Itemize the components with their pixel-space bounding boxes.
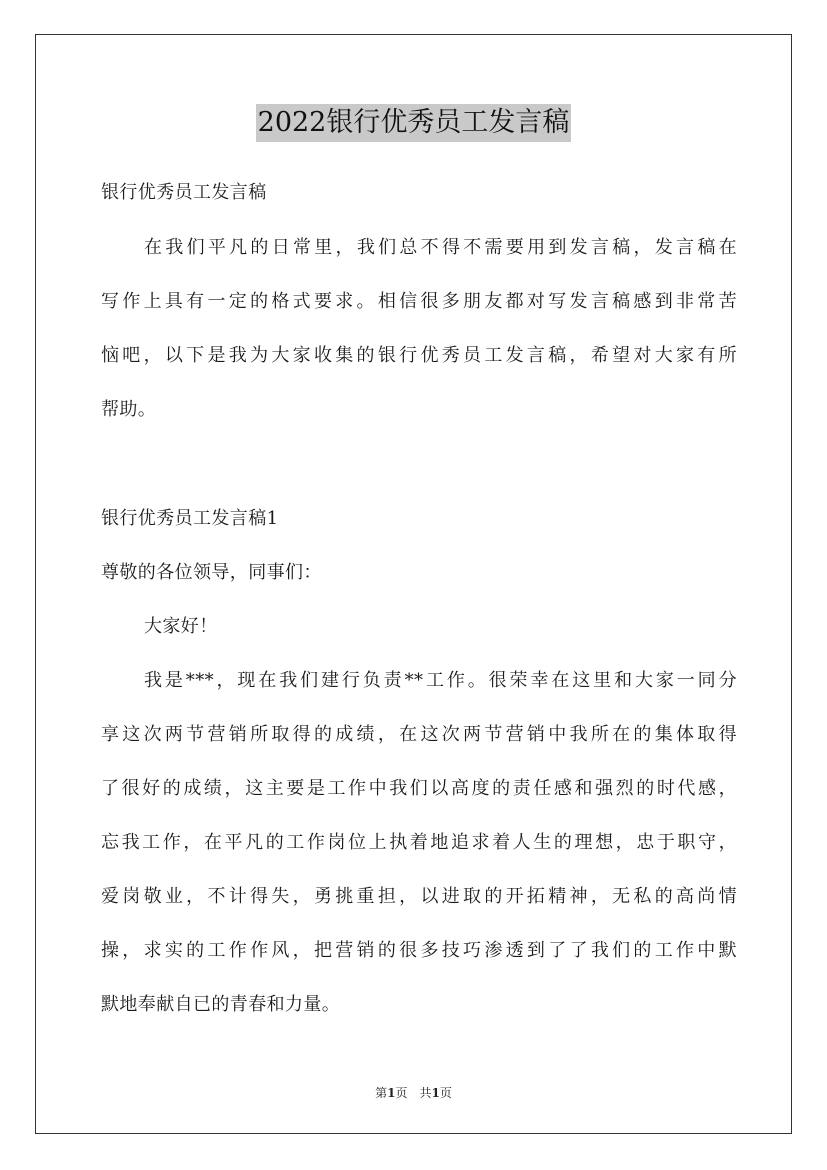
footer-suffix: 页 <box>439 1086 452 1100</box>
body-line-6: 操，求实的工作作风，把营销的很多技巧渗透到了了我们的工作中默 <box>101 940 737 961</box>
footer-mid: 页 共 <box>395 1086 432 1100</box>
body-line-5: 爱岗敬业，不计得失，勇挑重担，以进取的开拓精神，无私的高尚情 <box>101 886 737 907</box>
body-line-3: 了很好的成绩，这主要是工作中我们以高度的责任感和强烈的时代感， <box>101 778 737 799</box>
document-title: 2022银行优秀员工发言稿 <box>256 104 572 142</box>
intro-line-4: 帮助。 <box>101 399 157 420</box>
body-line-1: 我是***，现在我们建行负责**工作。很荣幸在这里和大家一同分 <box>144 670 737 691</box>
footer-prefix: 第 <box>375 1086 388 1100</box>
footer-page-number: 1 <box>387 1086 396 1100</box>
title-container <box>0 104 827 142</box>
body-line-7: 默地奉献自已的青春和力量。 <box>101 994 341 1015</box>
intro-line-1: 在我们平凡的日常里，我们总不得不需要用到发言稿，发言稿在 <box>144 237 737 258</box>
footer-total-pages: 1 <box>431 1086 440 1100</box>
salutation: 尊敬的各位领导，同事们： <box>101 562 322 583</box>
intro-line-3: 恼吧，以下是我为大家收集的银行优秀员工发言稿，希望对大家有所 <box>101 345 737 366</box>
document-subtitle: 银行优秀员工发言稿 <box>101 182 267 203</box>
body-line-2: 享这次两节营销所取得的成绩，在这次两节营销中我所在的集体取得 <box>101 724 737 745</box>
page-footer <box>0 1085 827 1101</box>
body-line-4: 忘我工作，在平凡的工作岗位上执着地追求着人生的理想，忠于职守， <box>101 832 737 853</box>
intro-line-2: 写作上具有一定的格式要求。相信很多朋友都对写发言稿感到非常苦 <box>101 291 737 312</box>
greeting: 大家好！ <box>144 616 218 637</box>
section-heading: 银行优秀员工发言稿1 <box>101 508 279 529</box>
